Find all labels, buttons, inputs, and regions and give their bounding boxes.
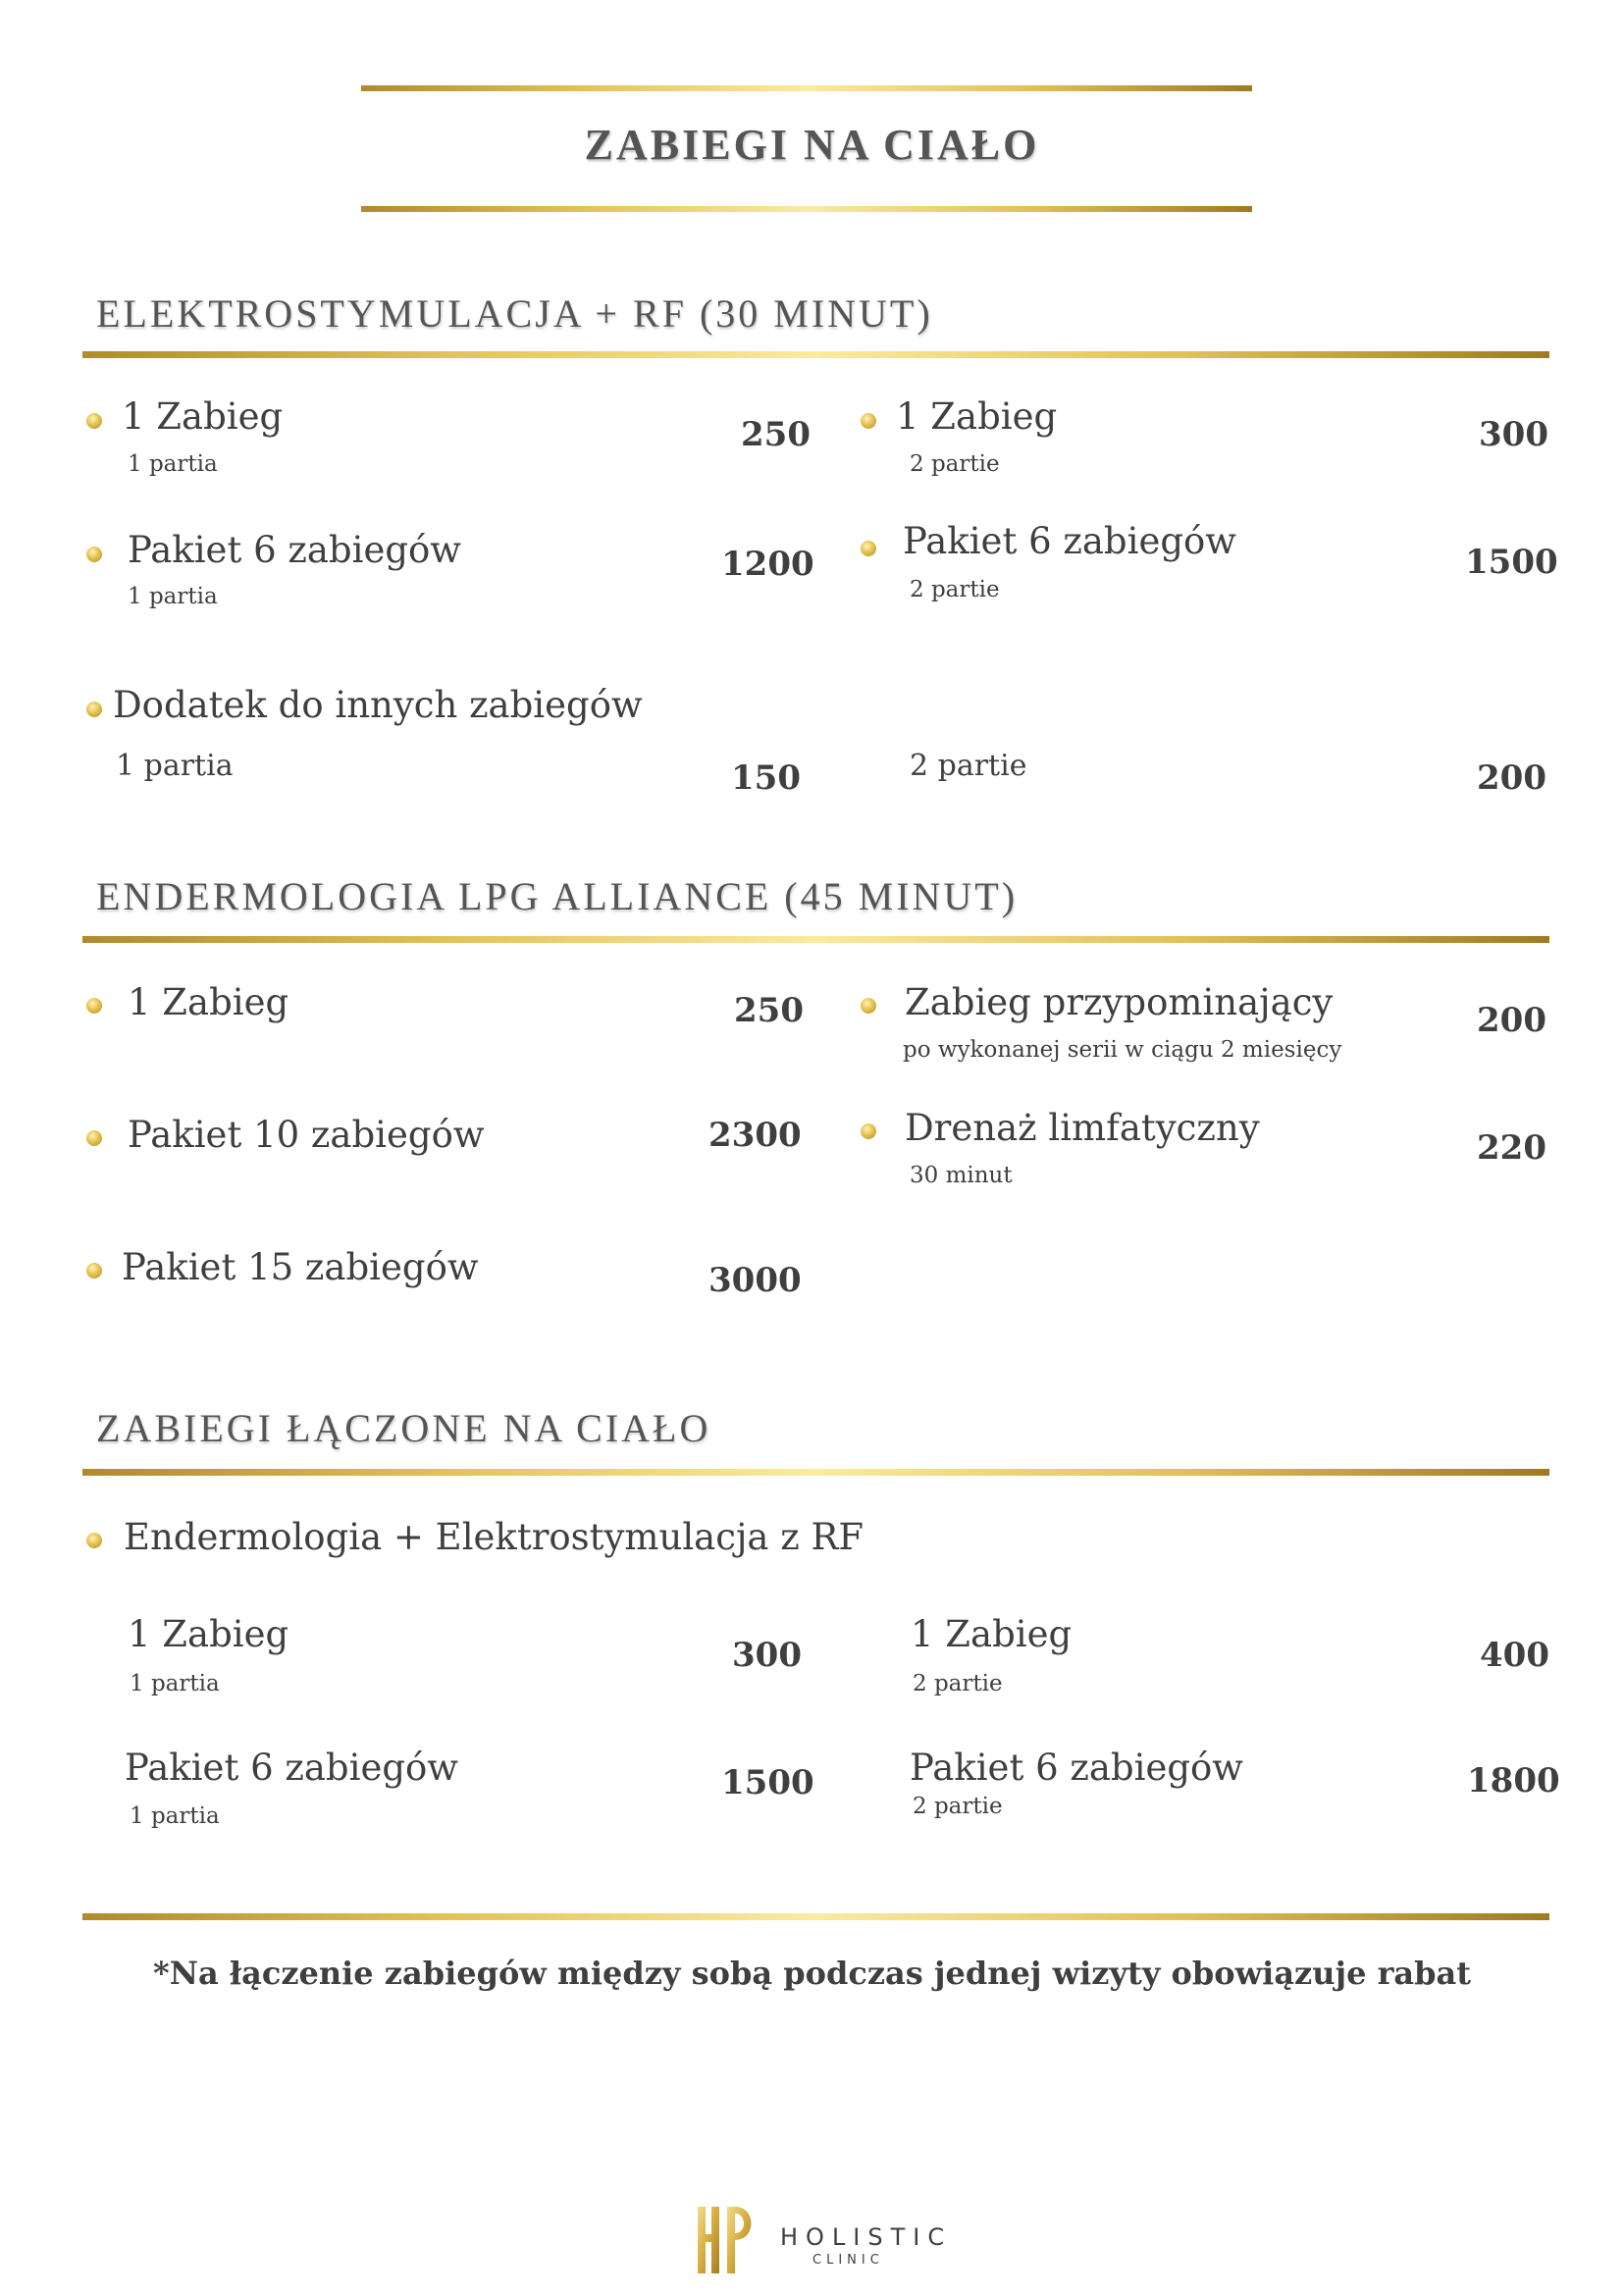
item-sub: po wykonanej serii w ciągu 2 miesięcy: [903, 1037, 1342, 1063]
item-sub: 2 partie: [910, 577, 1000, 602]
section-heading-elektrostymulacja: ELEKTROSTYMULACJA + RF (30 MINUT): [96, 291, 933, 336]
item-sub: 2 partie: [910, 451, 1000, 477]
item-price: 1200: [721, 545, 814, 584]
item-name: 1 Zabieg: [896, 395, 1058, 438]
item-sub: 30 minut: [910, 1163, 1013, 1188]
item-price: 300: [732, 1636, 802, 1675]
item-price: 1500: [721, 1763, 814, 1802]
item-sub: 1 partia: [116, 749, 234, 783]
item-name: Dodatek do innych zabiegów: [113, 684, 643, 726]
bullet-icon: [861, 1123, 876, 1139]
item-name: Pakiet 6 zabiegów: [128, 529, 461, 571]
section-heading-zabiegi-laczone: ZABIEGI ŁĄCZONE NA CIAŁO: [96, 1406, 711, 1450]
item-price: 1800: [1467, 1761, 1560, 1800]
footer-rule: [82, 1913, 1549, 1920]
section-rule: [82, 1469, 1549, 1476]
item-sub: 2 partie: [910, 749, 1027, 783]
item-name: 1 Zabieg: [128, 981, 289, 1023]
item-name: Pakiet 10 zabiegów: [128, 1114, 485, 1156]
item-price: 200: [1477, 758, 1546, 798]
item-name: Pakiet 15 zabiegów: [122, 1246, 479, 1288]
bullet-icon: [861, 998, 876, 1014]
bullet-icon: [86, 998, 102, 1014]
item-sub: 1 partia: [130, 1671, 220, 1696]
item-price: 300: [1479, 415, 1548, 454]
section-rule: [82, 936, 1549, 943]
discount-note: *Na łączenie zabiegów między sobą podczas jednej wizyty obowiązuje rabat: [152, 1955, 1472, 1992]
title-top-rule: [361, 85, 1252, 91]
bullet-icon: [86, 1130, 102, 1146]
item-name: Drenaż limfatyczny: [905, 1107, 1260, 1149]
item-price: 1500: [1465, 543, 1558, 582]
item-price: 400: [1480, 1636, 1549, 1675]
item-price: 250: [734, 991, 804, 1030]
page-title: ZABIEGI NA CIAŁO: [584, 121, 1040, 169]
item-sub: 1 partia: [128, 451, 218, 477]
item-price: 150: [731, 758, 801, 798]
logo-tagline: CLINIC: [812, 2253, 884, 2268]
title-bottom-rule: [361, 206, 1252, 212]
item-name: 1 Zabieg: [911, 1613, 1073, 1655]
bullet-icon: [86, 547, 102, 562]
item-name: Zabieg przypominający: [905, 981, 1334, 1023]
holistic-clinic-logo: [692, 2205, 760, 2279]
item-price: 2300: [708, 1116, 802, 1155]
item-name: Pakiet 6 zabiegów: [903, 520, 1236, 562]
bullet-icon: [861, 541, 876, 556]
item-price: 250: [741, 415, 811, 454]
bullet-icon: [86, 1263, 102, 1278]
bullet-icon: [86, 1533, 102, 1548]
item-sub: 1 partia: [128, 584, 218, 609]
item-price: 3000: [708, 1261, 802, 1300]
bullet-icon: [86, 702, 102, 717]
logo-name: HOLISTIC: [780, 2223, 953, 2251]
item-name: 1 Zabieg: [128, 1613, 289, 1655]
item-price: 220: [1477, 1128, 1546, 1168]
item-name: 1 Zabieg: [122, 395, 284, 438]
item-sub: 2 partie: [913, 1671, 1003, 1696]
bullet-icon: [86, 413, 102, 429]
group-name: Endermologia + Elektrostymulacja z RF: [124, 1516, 864, 1558]
item-sub: 1 partia: [130, 1803, 220, 1829]
section-heading-endermologia: ENDERMOLOGIA LPG ALLIANCE (45 MINUT): [96, 874, 1019, 918]
bullet-icon: [861, 413, 876, 429]
hp-monogram-icon: [692, 2205, 760, 2275]
item-name: Pakiet 6 zabiegów: [910, 1747, 1243, 1789]
item-name: Pakiet 6 zabiegów: [125, 1747, 458, 1789]
item-sub: 2 partie: [913, 1794, 1003, 1819]
item-price: 200: [1477, 1001, 1546, 1040]
section-rule: [82, 351, 1549, 358]
